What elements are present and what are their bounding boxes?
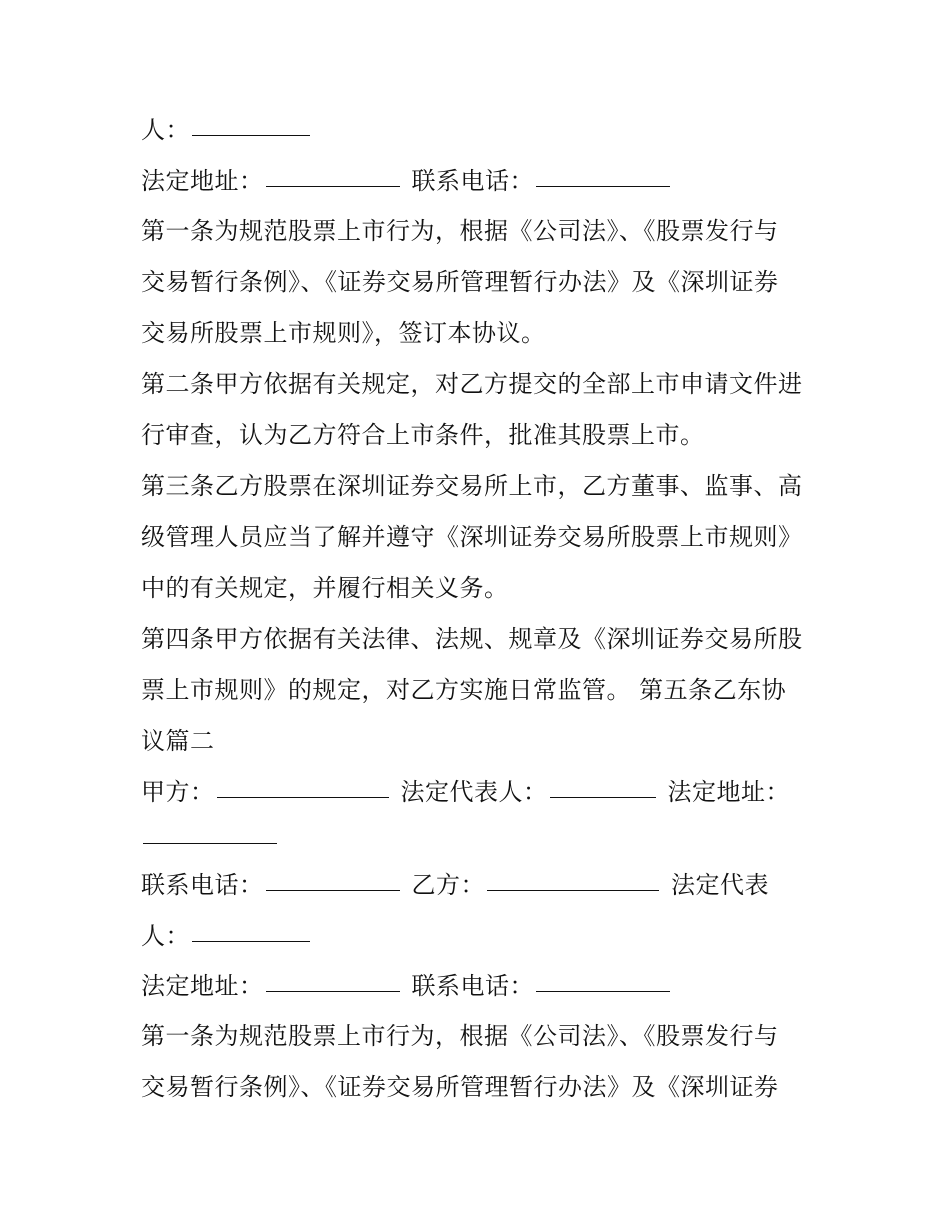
rep-label: 人：: [141, 922, 190, 950]
party-a-blank: [217, 796, 389, 798]
address-label: 法定地址：: [667, 778, 790, 806]
party-a-line: [141, 772, 821, 812]
address-label: 法定地址：: [141, 167, 264, 195]
address-blank: [266, 990, 400, 992]
address-phone-line: [141, 161, 821, 201]
address-blank: [143, 842, 277, 844]
article-1-repeat-line-1: 第一条为规范股票上市行为，根据《公司法》、《股票发行与: [141, 1022, 779, 1050]
article-2-line-1: 第二条甲方依据有关规定，对乙方提交的全部上市申请文件进: [141, 370, 803, 398]
article-1-line-2: 交易暂行条例》、《证券交易所管理暂行办法》及《深圳证券: [141, 268, 779, 296]
legal-rep-label: 法定代表人：: [400, 778, 548, 806]
section-title-line: 议篇二: [141, 727, 215, 755]
article-1-repeat-line-2: 交易暂行条例》、《证券交易所管理暂行办法》及《深圳证券: [141, 1073, 779, 1101]
address-blank-line: [141, 818, 821, 858]
article-1-line-3: 交易所股票上市规则》，签订本协议。: [141, 319, 546, 347]
article-2-line-2: 行审查，认为乙方符合上市条件，批准其股票上市。: [141, 421, 705, 449]
phone-blank: [536, 185, 670, 187]
article-4-line-1: 第四条甲方依据有关法律、法规、规章及《深圳证券交易所股: [141, 625, 803, 653]
article-4-line-2: 票上市规则》的规定，对乙方实施日常监管。 第五条乙东协: [141, 676, 787, 704]
phone-blank: [266, 889, 400, 891]
article-1-line-1: 第一条为规范股票上市行为，根据《公司法》、《股票发行与: [141, 217, 779, 245]
party-b-blank: [487, 889, 659, 891]
phone-label: 联系电话：: [411, 972, 534, 1000]
article-3-line-3: 中的有关规定，并履行相关义务。: [141, 574, 509, 602]
address-label: 法定地址：: [141, 972, 264, 1000]
party-b-label: 乙方：: [411, 871, 485, 899]
legal-rep-continuation-line: [141, 110, 821, 150]
phone-blank: [536, 990, 670, 992]
legal-rep-partial-label: 法定代表: [671, 871, 769, 899]
address-phone-line-2: [141, 966, 821, 1006]
article-3-line-1: 第三条乙方股票在深圳证券交易所上市，乙方董事、监事、高: [141, 472, 803, 500]
phone-label: 联系电话：: [411, 167, 534, 195]
legal-rep-continuation-line-2: [141, 916, 821, 956]
article-3-line-2: 级管理人员应当了解并遵守《深圳证券交易所股票上市规则》: [141, 523, 803, 551]
rep-blank: [192, 134, 310, 136]
phone-label: 联系电话：: [141, 871, 264, 899]
address-blank: [266, 185, 400, 187]
party-a-label: 甲方：: [141, 778, 215, 806]
legal-rep-blank: [550, 796, 656, 798]
phone-party-b-line: [141, 865, 821, 905]
rep-blank: [192, 940, 310, 942]
rep-label: 人：: [141, 116, 190, 144]
